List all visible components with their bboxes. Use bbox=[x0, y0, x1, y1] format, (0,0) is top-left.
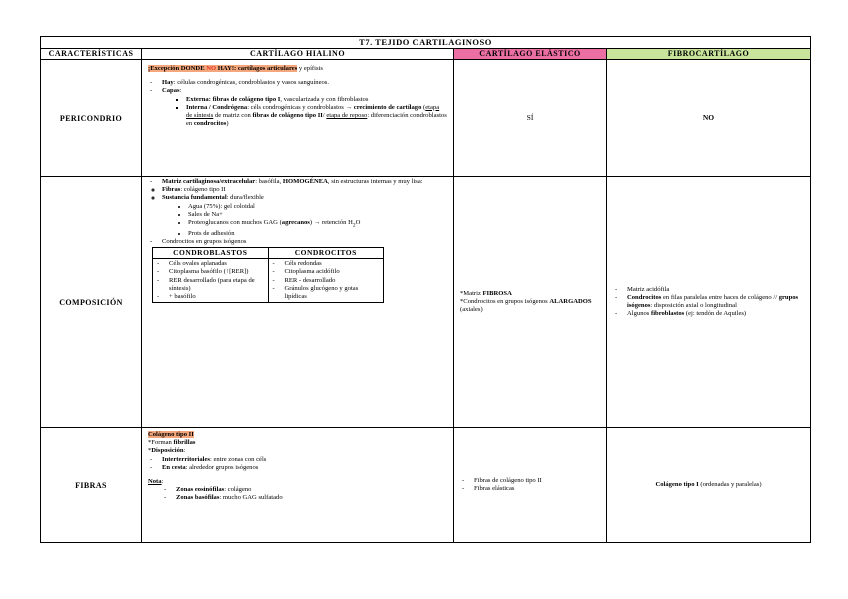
list-item: • Proteoglucanos con muchos GAG (agrecanos) → retención $H_2O$ bbox=[188, 219, 447, 230]
list-item: - Céls ovales aplanadas bbox=[155, 260, 266, 268]
list-item: - Matriz acidófila bbox=[613, 286, 804, 294]
condro-comparison-table bbox=[152, 247, 384, 303]
table-title: T7. TEJIDO CARTILAGINOSO bbox=[41, 37, 811, 49]
list-item: - Hay: células condrogénicas, condroblastos y vasos sanguíneos. bbox=[148, 79, 447, 87]
row-label-composicion: COMPOSICIÓN bbox=[41, 177, 142, 428]
fibras-fibro: Colágeno tipo I (ordenadas y paralelas) bbox=[607, 428, 811, 543]
composicion-hialino bbox=[142, 177, 454, 428]
excepcion-line: ¡Excepción DONDE NO HAY!: cartílagos articulares y epífisis bbox=[148, 65, 323, 72]
pericondrio-hialino bbox=[142, 60, 454, 177]
list-item: - Capas: ▪ Externa: fibras de colágeno tipo I, vascularizada y con fibroblastos ▪ Interna / Condrógena: céls condrogénicas y condroblastos → crecimiento de cartílago (etapa de síntesis de matriz con fibras de colágeno tipo II/ etapa de reposo: diferenciación condroblastos en condrocitos) bbox=[148, 87, 447, 128]
row-composicion bbox=[41, 177, 811, 428]
list-item: • Sales de Na+ bbox=[188, 211, 447, 219]
header-caracteristicas: CARACTERÍSTICAS bbox=[41, 49, 142, 60]
inner-header-condrocitos: CONDROCITOS bbox=[268, 247, 384, 258]
list-item: - RER desarrollado (para etapa de síntesis) bbox=[155, 277, 266, 293]
list-item: - Algunos fibroblastos (ej: tendón de Aquiles) bbox=[613, 310, 804, 318]
list-item: - Matriz cartilaginosa/extracelular: basófila, HOMOGÉNEA, sin estructuras internas y muy lisa: ◦ Fibras: colágeno tipo II ◦ Sustancia fundamental: dura/flexible • Agua (75%): gel coloidal • Sales de Na+ • Proteoglucanos con muchos GAG (agrecanos) → retención $H_2O$ • Prots de adhesión bbox=[148, 178, 447, 238]
list-item: ◦ Sustancia fundamental: dura/flexible • Agua (75%): gel coloidal • Sales de Na+ • Proteoglucanos con muchos GAG (agrecanos) → retención $H_2O$ • Prots de adhesión bbox=[162, 194, 447, 237]
list-item: - Fibras de colágeno tipo II bbox=[460, 477, 600, 485]
pericondrio-fibro: NO bbox=[607, 60, 811, 177]
composicion-fibro bbox=[607, 177, 811, 428]
header-fibro: FIBROCARTÍLAGO bbox=[607, 49, 811, 60]
header-hialino: CARTÍLAGO HIALINO bbox=[142, 49, 454, 60]
list-item: ▪ Interna / Condrógena: céls condrogénicas y condroblastos → crecimiento de cartílago (etapa de síntesis de matriz con fibras de colágeno tipo II/ etapa de reposo: diferenciación condroblastos en condrocitos) bbox=[186, 104, 447, 129]
list-item: - Citoplasma basófilo (↑[RER]) bbox=[155, 268, 266, 276]
list-item: ▪ Externa: fibras de colágeno tipo I, vascularizada y con fibroblastos bbox=[186, 96, 447, 104]
list-item: - Interterritoriales: entre zonas con céls bbox=[148, 456, 447, 464]
list-item: - Zonas eosinófilas: colágeno bbox=[162, 486, 447, 494]
pericondrio-list bbox=[148, 79, 447, 128]
list-item: - En cesta: alrededor grupos isógenos bbox=[148, 464, 447, 472]
list-item: - + basófilo bbox=[155, 293, 266, 301]
fibras-elastico bbox=[454, 428, 607, 543]
list-item: - Condrocitos en grupos isógenos bbox=[148, 238, 447, 246]
pericondrio-elastico: SÍ bbox=[454, 60, 607, 177]
list-item: - Condrocitos en filas paralelas entre haces de colágeno // grupos isógenos: disposición axial o longitudinal bbox=[613, 294, 804, 310]
list-item: ◦ Fibras: colágeno tipo II bbox=[162, 186, 447, 194]
composicion-elastico: *Matriz FIBROSA *Condrocitos en grupos isógenos ALARGADOS (axiales) bbox=[454, 177, 607, 428]
row-pericondrio bbox=[41, 60, 811, 177]
document-sheet bbox=[40, 36, 810, 543]
list-item: - Céls redondas bbox=[271, 260, 382, 268]
inner-header-condroblastos: CONDROBLASTOS bbox=[153, 247, 269, 258]
row-fibras bbox=[41, 428, 811, 543]
list-item: - RER - desarrollado bbox=[271, 277, 382, 285]
cartilage-table bbox=[40, 36, 811, 543]
list-item: - Fibras elásticas bbox=[460, 485, 600, 493]
row-label-pericondrio: PERICONDRIO bbox=[41, 60, 142, 177]
list-item: - Gránulos glucógeno y gotas lipídicas bbox=[271, 285, 382, 301]
list-item: - Citoplasma acidófilo bbox=[271, 268, 382, 276]
list-item: - Zonas basófilas: mucho GAG sulfatado bbox=[162, 494, 447, 502]
row-label-fibras: FIBRAS bbox=[41, 428, 142, 543]
header-elastico: CARTÍLAGO ELÁSTICO bbox=[454, 49, 607, 60]
list-item: • Agua (75%): gel coloidal bbox=[188, 203, 447, 211]
fibras-hialino: Colágeno tipo II *Forman fibrillas *Disposición: - Interterritoriales: entre zonas con céls - En cesta: alrededor grupos isógenos Nota: - Zonas eosinófilas: colágeno - Zonas basófilas: mucho GAG sulfatado bbox=[142, 428, 454, 543]
list-item: • Prots de adhesión bbox=[188, 230, 447, 238]
